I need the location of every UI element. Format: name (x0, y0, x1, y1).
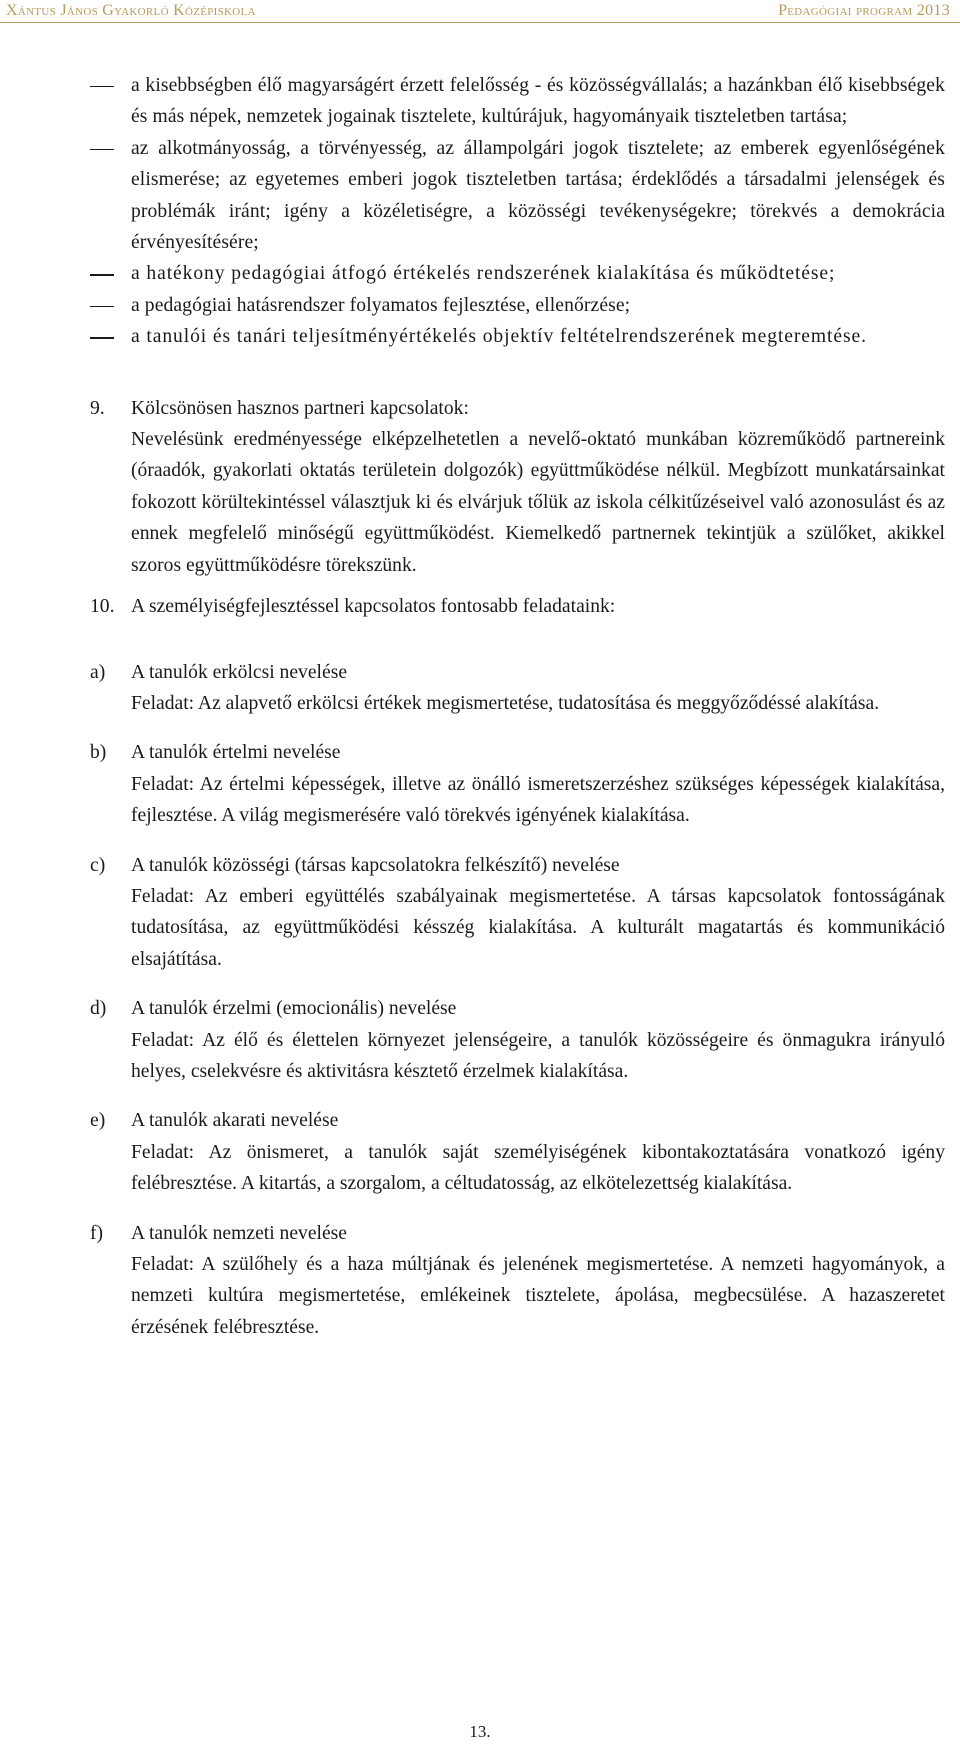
subsection-task: Feladat: Az értelmi képességek, illetve az önálló ismeretszerzéshez szükséges képességek kialakítása, fejlesztése. A világ megismerésére való törekvés igényének kialakítása. (131, 773, 945, 827)
bullet-item (90, 70, 945, 133)
subsection-letter: b) (90, 742, 107, 764)
bullet-item (90, 258, 945, 289)
subsection-task: Feladat: A szülőhely és a haza múltjának és jelenének megismertetése. A nemzeti hagyományok, a nemzeti kultúra megismertetése, emlékeinek tisztelete, ápolása, megbecsülése. A hazaszeretet érzésének felébresztése. (131, 1254, 945, 1338)
subsection-title: A tanulók nemzeti nevelése (131, 1222, 347, 1244)
section-9 (90, 393, 945, 581)
school-name: Xántus János Gyakorló Középiskola (6, 2, 256, 19)
bullet-item (90, 321, 945, 352)
bullet-item (90, 133, 945, 259)
subsection-b (90, 737, 945, 831)
program-title: Pedagógiai program 2013 (778, 2, 950, 19)
bullet-text: a tanulói és tanári teljesítményértékelés objektív feltételrendszerének megteremtése. (131, 326, 867, 348)
section-title: A személyiségfejlesztéssel kapcsolatos fontosabb feladataink: (131, 596, 616, 618)
page-number: 13. (469, 1722, 491, 1741)
bullet-text: a kisebbségben élő magyarságért érzett felelősség - és közösségvállalás; a hazánkban élő kisebbségek és más népek, nemzetek jogainak tisztelete, kultúrájuk, hagyományaik tiszteletben tartása; (131, 75, 945, 128)
subsection-d (90, 993, 945, 1087)
subsection-task: Feladat: Az alapvető erkölcsi értékek megismertetése, tudatosítása és meggyőződéssé alakítása. (131, 692, 880, 714)
subsection-task: Feladat: Az emberi együttélés szabályainak megismertetése. A társas kapcsolatok fontosságának tudatosítása, az együttműködési késszég kialakítása. A kulturált magatartás és kommunikáció elsajátítása. (131, 885, 945, 970)
subsection-a (90, 657, 945, 720)
bullet-text: az alkotmányosság, a törvényesség, az állampolgári jogok tisztelete; az emberek egyenlőségének elismerése; az egyetemes emberi jogok tiszteletben tartása; érdeklődés a társadalmi jelenségek és problémák iránt; igény a közéletiségre, a közösségi tevékenységekre; törekvés a demokrácia érvényesítésére; (131, 137, 945, 254)
section-number: 10. (90, 596, 115, 618)
section-body: Nevelésünk eredményessége elképzelhetetlen a nevelő-oktató munkában közreműködő partnereink (óraadók, gyakorlati oktatás területein dolgozók) együttműködése nélkül. Megbízott munkatársainkat fokozott körültekintéssel választjuk ki és elvárjuk tőlük az iskola célkitűzéseivel való azonosulást és az ennek megfelelő minőségű együttműködést. Kiemelkedő partnernek tekintjük a szülőket, akikkel szoros együttműködésre törekszünk. (131, 429, 945, 576)
subsection-letter: e) (90, 1110, 106, 1132)
subsection-letter: f) (90, 1222, 104, 1244)
section-number: 9. (90, 397, 105, 419)
bullet-text: a hatékony pedagógiai átfogó értékelés rendszerének kialakítása és működtetése; (131, 263, 836, 285)
subsection-letter: c) (90, 854, 106, 876)
subsection-title: A tanulók erkölcsi nevelése (131, 661, 348, 683)
subsection-task: Feladat: Az élő és élettelen környezet jelenségeire, a tanulók közösségeire és önmagukra irányuló helyes, cselekvésre és aktivitásra késztető érzelmek kialakítása. (131, 1029, 945, 1082)
page-header (0, 0, 960, 24)
section-title: Kölcsönösen hasznos partneri kapcsolatok: (131, 397, 469, 419)
subsection-f (90, 1218, 945, 1344)
section-10 (90, 591, 945, 622)
subsection-title: A tanulók közösségi (társas kapcsolatokra felkészítő) nevelése (131, 854, 620, 876)
subsection-e (90, 1105, 945, 1199)
header-rule (0, 22, 960, 23)
subsection-title: A tanulók akarati nevelése (131, 1110, 339, 1132)
subsection-task: Feladat: Az önismeret, a tanulók saját személyiségének kibontakoztatására vonatkozó igény felébresztése. A kitartás, a szorgalom, a céltudatosság, az elkötelezettség kialakítása. (131, 1141, 945, 1195)
subsection-letter: d) (90, 998, 107, 1020)
bullet-text: a pedagógiai hatásrendszer folyamatos fejlesztése, ellenőrzése; (131, 294, 631, 316)
subsection-title: A tanulók érzelmi (emocionális) nevelése (131, 998, 457, 1020)
subsection-c (90, 850, 945, 976)
bullet-item (90, 290, 945, 321)
subsection-title: A tanulók értelmi nevelése (131, 742, 341, 764)
subsection-letter: a) (90, 661, 106, 683)
page-content (90, 70, 945, 1343)
